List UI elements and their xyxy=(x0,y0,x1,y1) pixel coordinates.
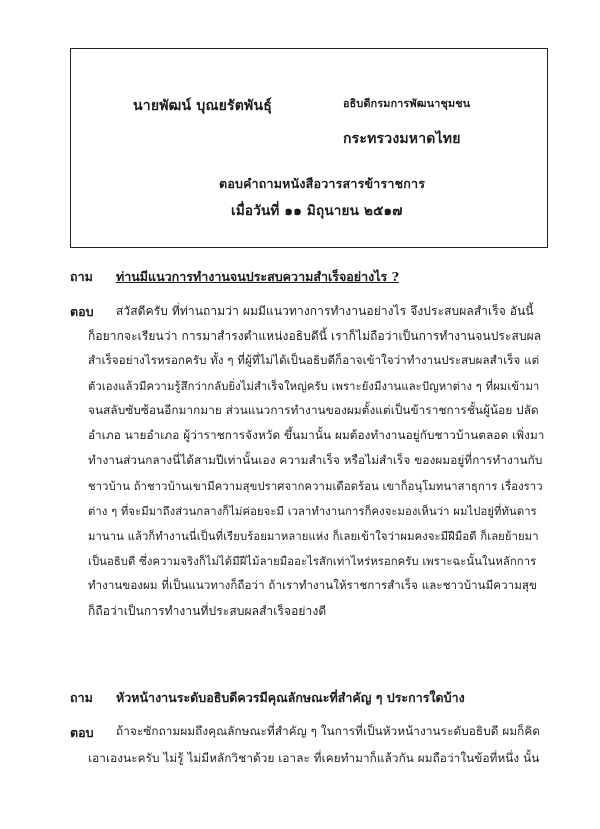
question-label: ถาม xyxy=(70,269,93,284)
header-box xyxy=(70,48,548,248)
answer-line: ต่าง ๆ ที่จะมีมาถึงส่วนกลางก็ไม่ค่อยจะมี เวลาทำงานการก็คงจะมองเห็นว่า ผมไปอยู่ที่ทันดาร xyxy=(88,505,537,518)
answer-line: มานาน แล้วก็ทำงานนี่เป็นที่เรียบร้อยมาหลายแห่ง ก็เลยเข้าใจว่าผมคงจะมีฝีมือดี ก็เลยย้ายมา xyxy=(88,530,539,543)
answer-line: สวัสดีครับ ที่ท่านถามว่า ผมมีแนวทางการทำงานอย่างไร จึงประสบผลสำเร็จ อันนี้ xyxy=(116,304,534,318)
answer-line: เป็นอธิบดี ซึ่งความจริงก็ไม่ได้มีฝีไม้ลายมืออะไรสักเท่าไหร่หรอกครับ เพราะฉะนั้นในหลักการ xyxy=(88,555,537,568)
answer-label: ตอบ xyxy=(70,725,94,740)
author-name: นายพัฒน์ บุณยรัตพันธุ์ xyxy=(133,98,272,114)
answer-line: ถ้าจะซักถามผมถึงคุณลักษณะที่สำคัญ ๆ ในการที่เป็นหัวหน้างานระดับอธิบดี ผมก็คิด xyxy=(116,724,541,738)
answer-line: ชาวบ้าน ถ้าชาวบ้านเขามีความสุขปราศจากความเดือดร้อน เขาก็อนุโมทนาสาธุการ เรื่องราว xyxy=(88,480,543,493)
answer-line: ตัวเองแล้วมีความรู้สึกว่ากลับยิ่งไม่สำเร็จใหญ่ครับ เพราะยังมีงานและปัญหาต่าง ๆ ที่ผมเข้ามา xyxy=(88,380,540,393)
question-text: หัวหน้างานระดับอธิบดีควรมีคุณลักษณะที่สำคัญ ๆ ประการใดบ้าง xyxy=(116,690,465,705)
answer-line: อำเภอ นายอำเภอ ผู้ว่าราชการจังหวัด ขึ้นมานั้น ผมต้องทำงานอยู่กับชาวบ้านตลอด เพิ่งมา xyxy=(88,428,545,442)
answer-line: เอาเองนะครับ ไม่รู้ ไม่มีหลักวิชาด้วย เอาละ ที่เคยทำมาก็แล้วกัน ผมถือว่าในข้อที่หนึ่ง นั้น xyxy=(88,751,540,765)
author-position: อธิบดีกรมการพัฒนาชุมชน xyxy=(343,97,471,110)
answer-line: ก็ถือว่าเป็นการทำงานที่ประสบผลสำเร็จอย่างดี xyxy=(88,604,327,618)
answer-label: ตอบ xyxy=(70,304,94,319)
reply-date: เมื่อวันที่ ๑๑ มิถุนายน ๒๕๑๗ xyxy=(231,203,403,219)
author-ministry: กระทรวงมหาดไทย xyxy=(343,131,461,147)
answer-line: ทำงานส่วนกลางนี่ได้สามปีเท่านั้นเอง ความสำเร็จ หรือไม่สำเร็จ ของผมอยู่ที่การทำงานกับ xyxy=(88,453,543,467)
answer-line: ทำงานของผม ที่เป็นแนวทางก็ถือว่า ถ้าเราทำงานให้ราชการสำเร็จ และชาวบ้านมีความสุข xyxy=(88,578,537,592)
reply-title: ตอบคำถามหนังสือวารสารข้าราชการ xyxy=(219,176,426,191)
question-text: ท่านมีแนวการทำงานจนประสบความสำเร็จอย่างไร ? xyxy=(116,269,399,284)
answer-line: ก็อยากจะเรียนว่า การมาสำรงตำแหน่งอธิบดีนี้ เราก็ไม่ถือว่าเป็นการทำงานจนประสบผล xyxy=(88,329,542,343)
answer-line: สำเร็จอย่างไรหรอกครับ ทั้ง ๆ ที่ผู้ที่ไม่ได้เป็นอธิบดีก็อาจเข้าใจว่าทำงานประสบผลสำเร็จ แต่ xyxy=(88,353,540,367)
answer-line: จนสลับซับซ้อนอีกมากมาย ส่วนแนวการทำงานของผมตั้งแต่เป็นข้าราชการชั้นผู้น้อย ปลัด xyxy=(88,403,539,417)
question-label: ถาม xyxy=(70,690,93,705)
